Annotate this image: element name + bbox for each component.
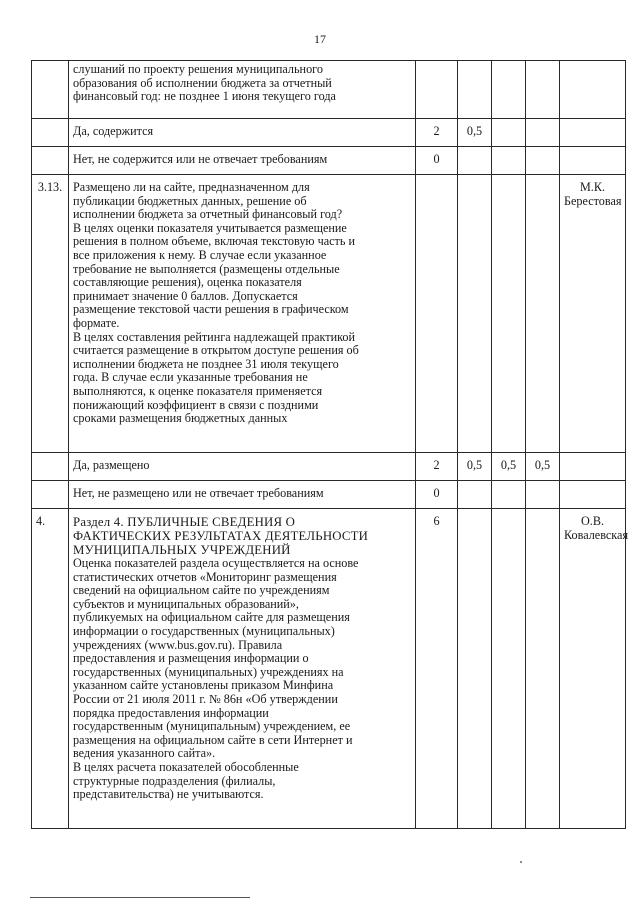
- responsible-cell: М.К. Берестовая: [560, 175, 626, 453]
- score-cell: 2: [416, 453, 458, 481]
- coef-cell-1: [458, 61, 492, 119]
- score-cell: [416, 175, 458, 453]
- score-cell: [416, 61, 458, 119]
- score-cell: 2: [416, 119, 458, 147]
- responsible-cell: [560, 119, 626, 147]
- row-text: слушаний по проекту решения муниципального образования об исполнении бюджета за отчетный финансовый год: не позднее 1 июня текущего года: [69, 61, 416, 119]
- row-number: 4.: [32, 509, 69, 829]
- row-number: [32, 61, 69, 119]
- table-row: [32, 481, 626, 509]
- score-cell: 6: [416, 509, 458, 829]
- row-text: Оценка показателей раздела осуществляется на основе статистических отчетов «Мониторинг размещения сведений на официальном сайте по учреждениям субъектов и муниципальных образований», публикуемых на официальном сайте для размещения информации о государственных (муниципальных) учреждениях (www.bus.gov.ru). Правила предоставления и размещения информации о государственных (муниципальных) учреждениях на указанном сайте установлены приказом Минфина России от 21 июля 2011 г. № 86н «Об утверждении порядка предоставления информации государственным (муниципальным) учреждением, ее размещения на официальном сайте в сети Интернет и ведения указанного сайта». В целях расчета показателей обособленные структурные подразделения (филиалы, представительства) не учитываются.: [73, 556, 359, 802]
- page-number: 17: [314, 32, 326, 46]
- row-text: Да, размещено: [69, 453, 416, 481]
- coef-cell-2: [492, 61, 526, 119]
- row-text: Да, содержится: [69, 119, 416, 147]
- table-row: [32, 453, 626, 481]
- row-number: [32, 119, 69, 147]
- row-text: Нет, не содержится или не отвечает требованиям: [69, 147, 416, 175]
- responsible-cell: [560, 453, 626, 481]
- coef-cell-1: 0,5: [458, 119, 492, 147]
- coef-cell-1: 0,5: [458, 453, 492, 481]
- coef-cell-3: 0,5: [526, 453, 560, 481]
- responsible-cell: [560, 61, 626, 119]
- score-cell: 0: [416, 481, 458, 509]
- row-number: [32, 147, 69, 175]
- coef-cell-1: [458, 175, 492, 453]
- row-number: [32, 481, 69, 509]
- coef-cell-3: [526, 175, 560, 453]
- table-row: [32, 61, 626, 119]
- table-row: [32, 119, 626, 147]
- coef-cell-3: [526, 61, 560, 119]
- coef-cell-2: [492, 509, 526, 829]
- coef-cell-1: [458, 509, 492, 829]
- coef-cell-1: [458, 481, 492, 509]
- coef-cell-2: [492, 481, 526, 509]
- table-row: [32, 147, 626, 175]
- coef-cell-3: [526, 147, 560, 175]
- row-number: [32, 453, 69, 481]
- row-number: 3.13.: [32, 175, 69, 453]
- section-heading: Раздел 4. ПУБЛИЧНЫЕ СВЕДЕНИЯ О ФАКТИЧЕСКИХ РЕЗУЛЬТАТАХ ДЕЯТЕЛЬНОСТИ МУНИЦИПАЛЬНЫХ УЧРЕЖДЕНИЙ: [73, 515, 369, 557]
- coef-cell-3: [526, 481, 560, 509]
- coef-cell-3: [526, 509, 560, 829]
- responsible-cell: [560, 481, 626, 509]
- scan-speck: [520, 861, 522, 863]
- coef-cell-2: 0,5: [492, 453, 526, 481]
- coef-cell-2: [492, 175, 526, 453]
- criteria-table: [31, 60, 629, 829]
- responsible-cell: [560, 147, 626, 175]
- table-row: [32, 175, 626, 453]
- coef-cell-3: [526, 119, 560, 147]
- score-cell: 0: [416, 147, 458, 175]
- responsible-cell: О.В. Ковалевская: [560, 509, 626, 829]
- table-row: [32, 509, 626, 829]
- coef-cell-2: [492, 147, 526, 175]
- row-text: Нет, не размещено или не отвечает требованиям: [69, 481, 416, 509]
- coef-cell-2: [492, 119, 526, 147]
- section-cell: [69, 509, 416, 829]
- coef-cell-1: [458, 147, 492, 175]
- footer-rule: [30, 897, 250, 898]
- row-text: Размещено ли на сайте, предназначенном для публикации бюджетных данных, решение об исполнении бюджета за отчетный финансовый год? В целях оценки показателя учитывается размещение решения в полном объеме, включая текстовую часть и все приложения к нему. В случае если указанное требование не выполняется (размещены отдельные составляющие решения), оценка показателя принимает значение 0 баллов. Допускается размещение текстовой части решения в графическом формате. В целях составления рейтинга надлежащей практикой считается размещение в открытом доступе решения об исполнении бюджета не позднее 31 июля текущего года. В случае если указанные требования не выполняются, к оценке показателя применяется понижающий коэффициент в связи с поздними сроками размещения бюджетных данных: [69, 175, 416, 453]
